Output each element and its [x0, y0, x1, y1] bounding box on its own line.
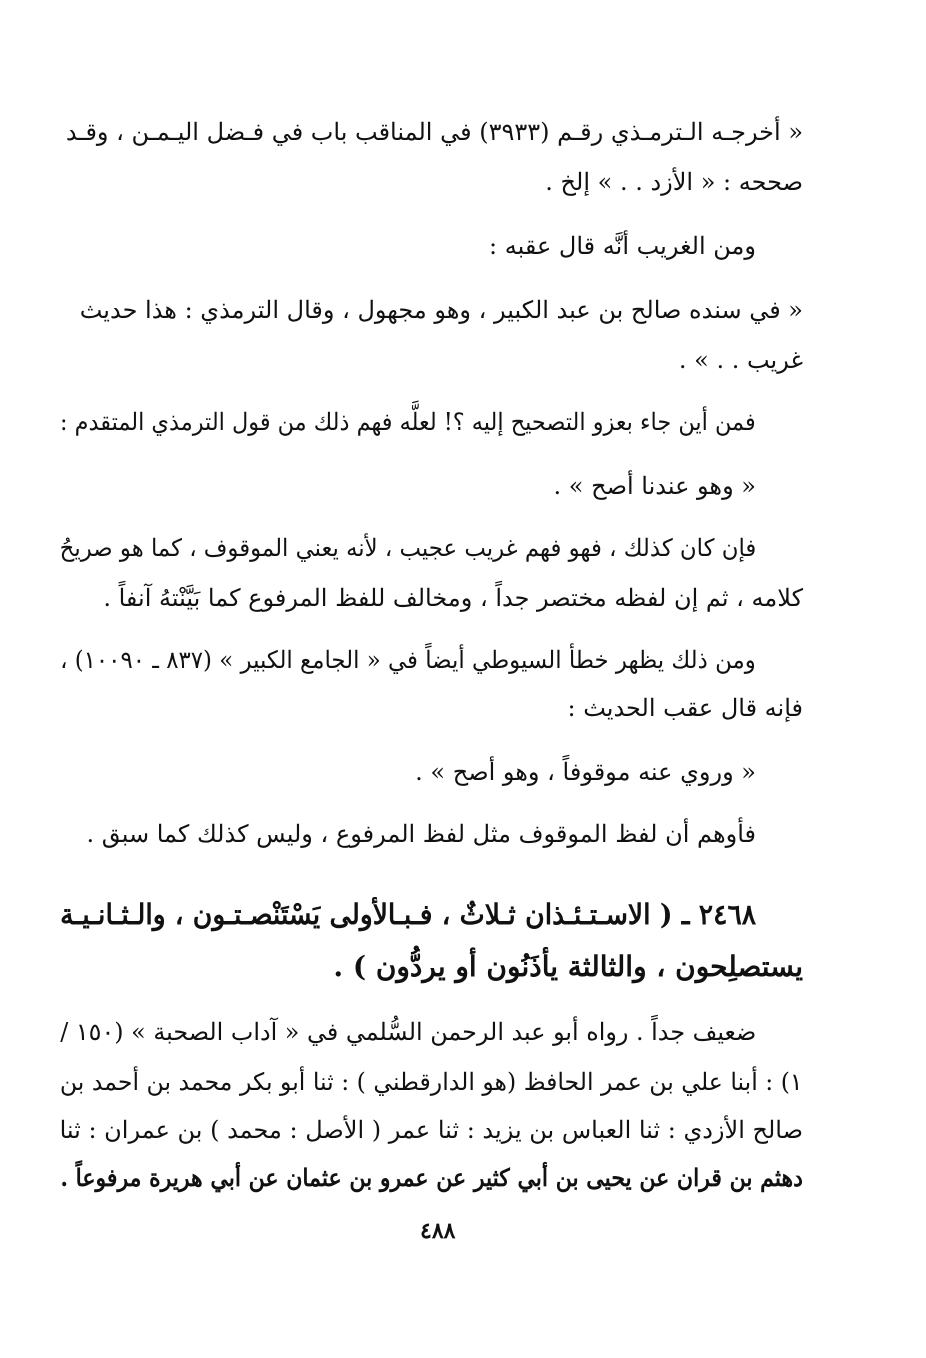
- text-line: كلامه ، ثم إن لفظه مختصر جداً ، ومخالف للفظ المرفوع كما بَيَّنْتهُ آنفاً .: [103, 584, 803, 612]
- grading-line: دهثم بن قران عن يحيى بن أبي كثير عن عمرو بن عثمان عن أبي هريرة مرفوعاً .: [60, 1163, 803, 1192]
- text-line: صححه : « الأزد . . » إلخ .: [545, 168, 803, 196]
- text-line: « أخرجـه الـترمـذي رقـم (٣٩٣٣) في المناقب باب في فـضل اليـمـن ، وقـد: [65, 118, 803, 146]
- text-line: ومن ذلك يظهر خطأ السيوطي أيضاً في « الجامع الكبير » (٨٣٧ ـ ١٠٠٩٠) ،: [60, 646, 756, 674]
- text-line: فأوهم أن لفظ الموقوف مثل لفظ المرفوع ، وليس كذلك كما سبق .: [86, 820, 756, 848]
- hadith-heading: ٢٤٦٨ ـ ( الاسـتـئـذان ثـلاثٌ ، فـبـالأولى يَسْتَنْصـتـون ، والـثـانـيـة: [60, 898, 756, 931]
- text-line: فإنه قال عقب الحديث :: [567, 694, 803, 722]
- grading-line: صالح الأزدي : ثنا العباس بن يزيد : ثنا عمر ( الأصل : محمد ) بن عمران : ثنا: [59, 1116, 803, 1144]
- grading-line: ضعيف جداً . رواه أبو عبد الرحمن السُّلمي في « آداب الصحبة » (١٥٠ /: [59, 1018, 757, 1046]
- text-line: « في سنده صالح بن عبد الكبير ، وهو مجهول ، وقال الترمذي : هذا حديث: [79, 296, 803, 324]
- grading-line: ١) : أبنا علي بن عمر الحافظ (هو الدارقطني ) : ثنا أبو بكر محمد بن أحمد بن: [60, 1068, 803, 1096]
- hadith-heading: يستصلِحون ، والثالثة يأذَنُون أو يردُّون ) .: [333, 950, 803, 983]
- text-line: غريب . . » .: [678, 346, 803, 374]
- text-line: فإن كان كذلك ، فهو فهم غريب عجيب ، لأنه يعني الموقوف ، كما هو صريحُ: [59, 534, 756, 562]
- page-number: ٤٨٨: [420, 1218, 456, 1244]
- text-line: فمن أين جاء بعزو التصحيح إليه ؟! لعلَّه فهم ذلك من قول الترمذي المتقدم :: [60, 408, 756, 436]
- text-line: « وهو عندنا أصح » .: [553, 472, 756, 500]
- text-line: ومن الغريب أنَّه قال عقبه :: [489, 232, 756, 260]
- text-line: « وروي عنه موقوفاً ، وهو أصح » .: [415, 758, 756, 786]
